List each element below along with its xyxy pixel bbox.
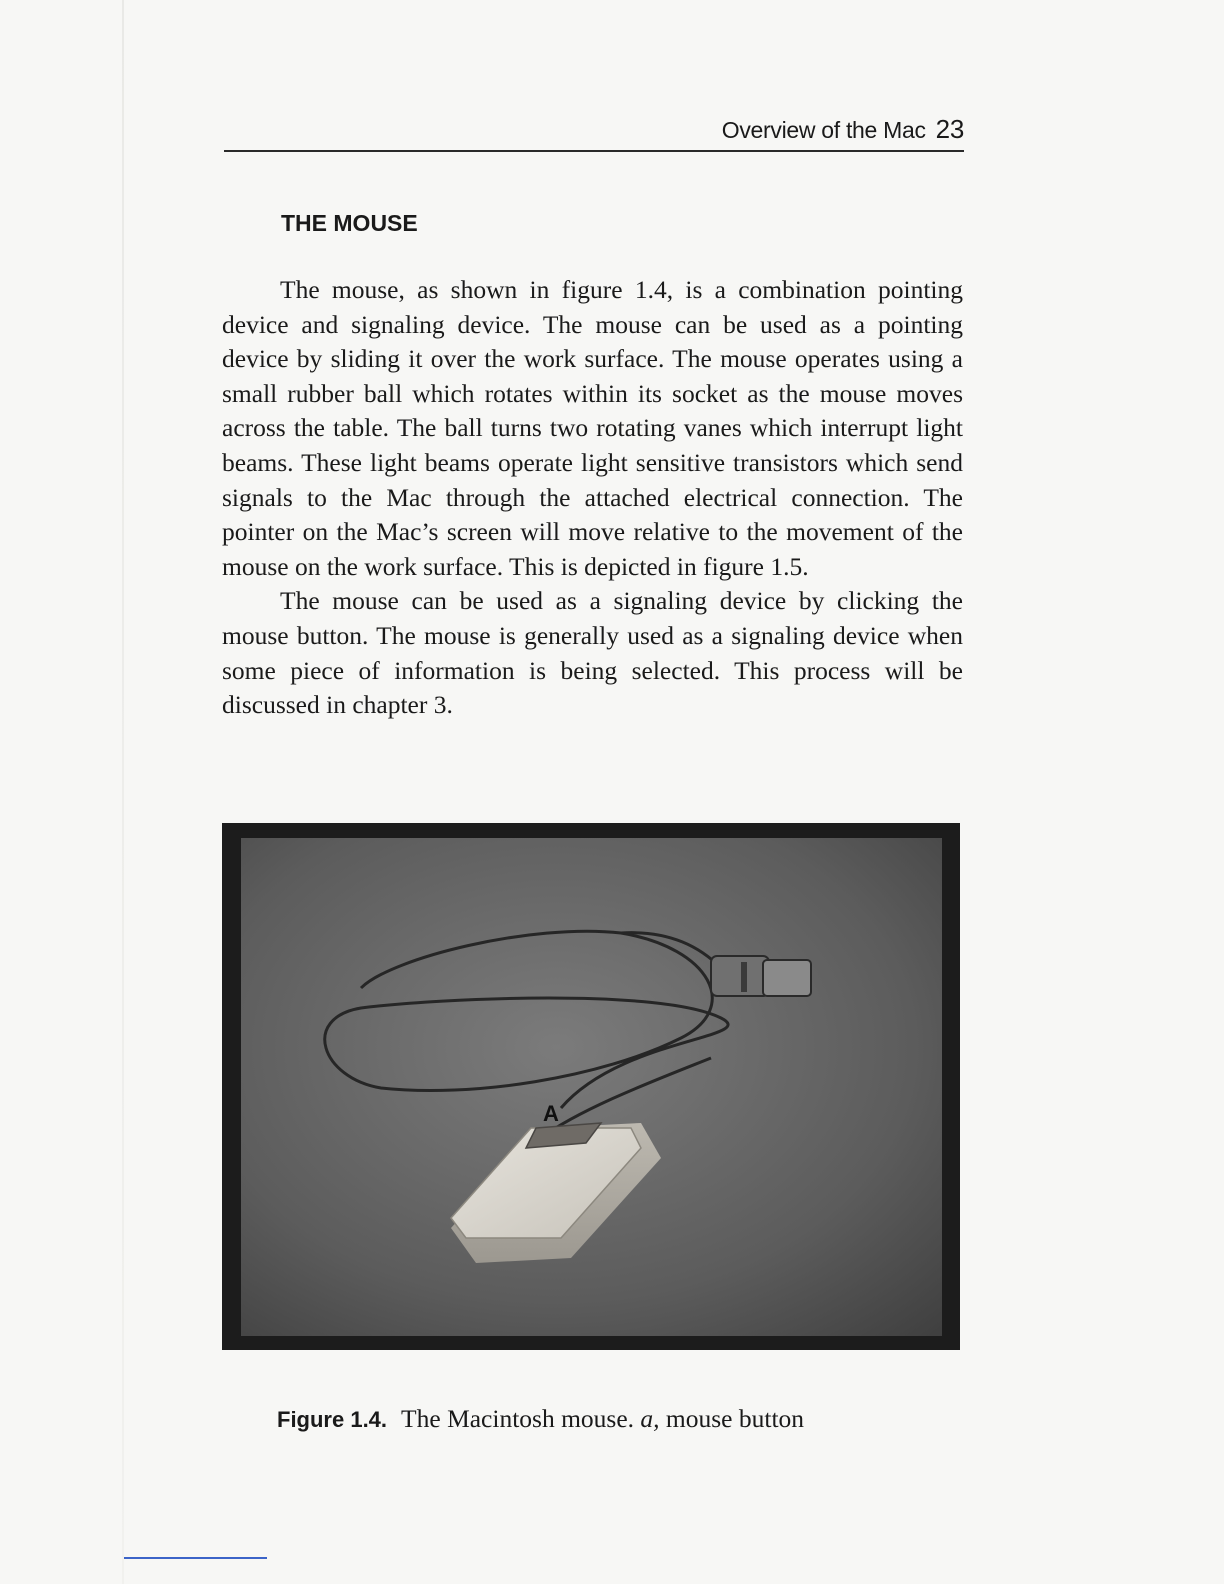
mouse-photo (241, 838, 942, 1336)
caption-text-after: mouse button (665, 1404, 805, 1433)
caption-label: Figure 1.4. (277, 1407, 388, 1432)
figure-caption (277, 1404, 804, 1434)
scan-edge (122, 0, 124, 1584)
paragraph-2: The mouse can be used as a signaling device by clicking the mouse button. The mouse is generally used as a signaling device when some piece of information is being selected. This process will be discussed in chapter 3. (222, 586, 963, 720)
caption-text: The Macintosh mouse. (401, 1404, 635, 1433)
page-header (224, 112, 964, 152)
footnote-rule (124, 1557, 267, 1559)
running-head (722, 114, 964, 145)
running-title: Overview of the Mac (721, 117, 926, 143)
section-title: THE MOUSE (281, 210, 418, 236)
page-number: 23 (935, 114, 964, 144)
paragraph-1: The mouse, as shown in figure 1.4, is a combination pointing device and signaling device. The mouse can be used as a pointing device by sliding it over the work surface. The mouse operates using a small rubber ball which rotates within its socket as the mouse moves across the table. The ball turns two rotating vanes which interrupt light beams. These light beams operate light sensitive transistors which send signals to the Mac through the attached electrical connection. The pointer on the Mac’s screen will move relative to the movement of the mouse on the work surface. This is depicted in figure 1.5. (222, 275, 963, 581)
caption-italic: a, (640, 1404, 660, 1433)
button-marker: A (543, 1101, 559, 1126)
body-text (222, 273, 963, 723)
db9-connector (711, 956, 811, 996)
